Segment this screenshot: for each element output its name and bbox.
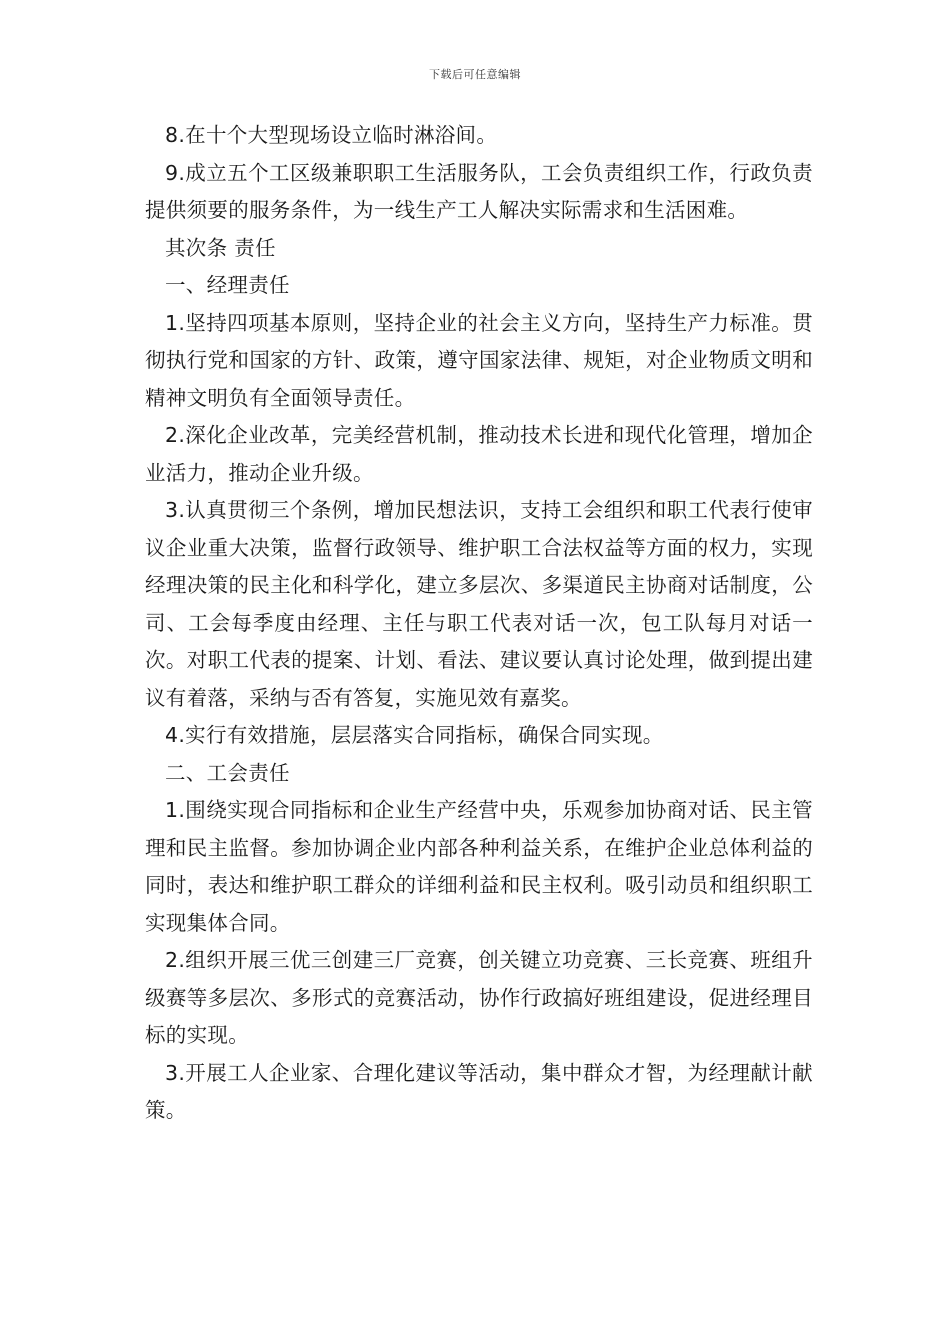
paragraph-union-1: 1.围绕实现合同指标和企业生产经营中央，乐观参加协商对话、民主管理和民主监督。参加协调企业内部各种利益关系，在维护企业总体利益的同时，表达和维护职工群众的详细利益和民主权利。吸引动员和组织职工实现集体合同。	[145, 798, 813, 935]
subsection-heading-union: 二、工会责任	[165, 760, 290, 785]
paragraph-union-3: 3.开展工人企业家、合理化建议等活动，集中群众才智，为经理献计献策。	[145, 1060, 813, 1122]
section-heading-responsibilities: 其次条 责任	[165, 235, 276, 260]
paragraph-item-8-showers: 8.在十个大型现场设立临时淋浴间。	[165, 123, 498, 147]
document-body	[145, 117, 813, 1130]
paragraph-union-2: 2.组织开展三优三创建三厂竞赛，创关键立功竞赛、三长竞赛、班组升级赛等多层次、多形式的竞赛活动，协作行政搞好班组建设，促进经理目标的实现。	[145, 948, 813, 1047]
page-header: 下载后可任意编辑	[429, 68, 521, 81]
paragraph-item-9-service-team: 9.成立五个工区级兼职职工生活服务队，工会负责组织工作，行政负责提供须要的服务条件，为一线生产工人解决实际需求和生活困难。	[145, 160, 813, 222]
paragraph-manager-2: 2.深化企业改革，完美经营机制，推动技术长进和现代化管理，增加企业活力，推动企业升级。	[145, 423, 813, 485]
subsection-heading-manager: 一、经理责任	[165, 273, 290, 297]
paragraph-manager-3: 3.认真贯彻三个条例，增加民想法识，支持工会组织和职工代表行使审议企业重大决策，监督行政领导、维护职工合法权益等方面的权力，实现经理决策的民主化和科学化，建立多层次、多渠道民主协商对话制度，公司、工会每季度由经理、主任与职工代表对话一次，包工队每月对话一次。对职工代表的提案、计划、看法、建议要认真讨论处理，做到提出建议有着落，采纳与否有答复，实施见效有嘉奖。	[145, 498, 813, 710]
paragraph-manager-1: 1.坚持四项基本原则，坚持企业的社会主义方向，坚持生产力标准。贯彻执行党和国家的方针、政策，遵守国家法律、规矩，对企业物质文明和精神文明负有全面领导责任。	[145, 310, 813, 410]
paragraph-manager-4: 4.实行有效措施，层层落实合同指标，确保合同实现。	[165, 723, 664, 747]
